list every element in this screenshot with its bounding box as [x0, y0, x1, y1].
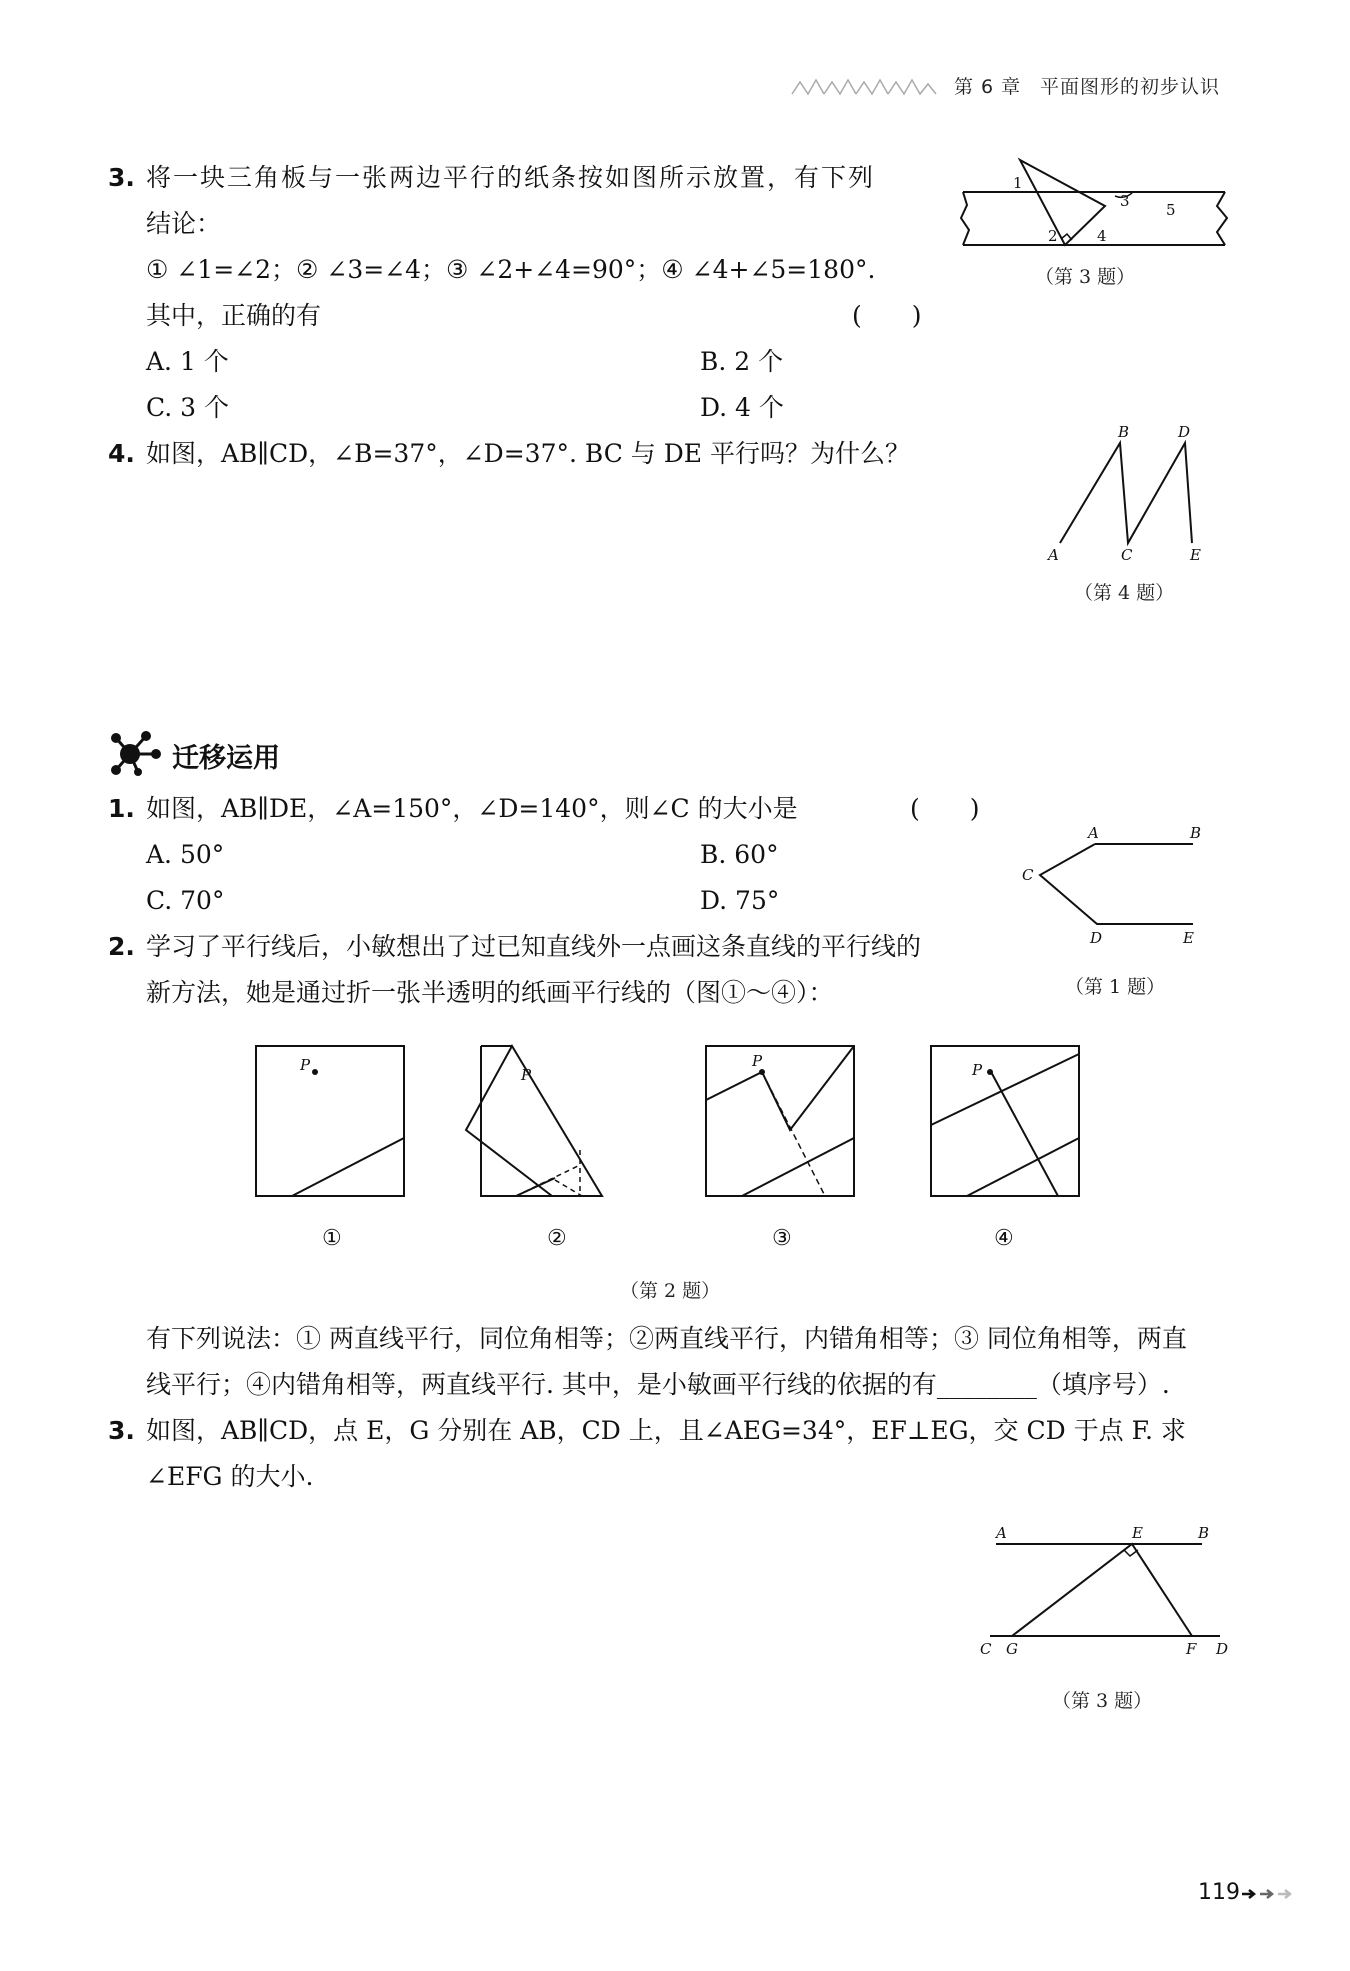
p2-q1-option-a: A. 50° [146, 840, 225, 869]
q4-figure [1040, 425, 1220, 565]
p2-q3-number: 3. [108, 1416, 135, 1445]
q4-number: 4. [108, 439, 135, 468]
p2-q3-line1: 如图，AB∥CD，点 E，G 分别在 AB，CD 上，且∠AEG=34°，EF⊥EG，交 CD 于点 F. 求 [146, 1416, 1186, 1445]
p2-q1-fig-label-d: D [1090, 929, 1103, 947]
fold-figure-3 [706, 1046, 854, 1196]
p2-q2-line3: 有下列说法：① 两直线平行，同位角相等；②两直线平行，内错角相等；③ 同位角相等，两直 [146, 1324, 1187, 1353]
q3-fig-label-3: 3 [1120, 192, 1130, 210]
q3-option-b: B. 2 个 [700, 347, 784, 376]
q3-number: 3. [108, 163, 135, 192]
p2-q1-fig-label-b: B [1190, 824, 1202, 842]
q3-option-c: C. 3 个 [146, 393, 229, 422]
p2-q2-fold-figures [250, 1030, 1100, 1260]
fold-fig1-point-label: P [300, 1056, 311, 1074]
header-mountain-decoration [790, 74, 940, 96]
fold-figure-4 [931, 1046, 1079, 1196]
p2-q3-fig-label-a: A [996, 1524, 1007, 1542]
p2-q1-fig-label-c: C [1022, 866, 1034, 884]
p2-q1-caption: （第 1 题） [1065, 976, 1166, 998]
fold-fig-label-1: ① [322, 1226, 342, 1251]
q3-line1: 将一块三角板与一张两边平行的纸条按如图所示放置，有下列 [146, 163, 876, 192]
fold-fig-label-3: ③ [772, 1226, 792, 1251]
p2-q3-figure [970, 1520, 1240, 1660]
p2-q3-fig-label-d: D [1216, 1640, 1229, 1658]
p2-q1-answer-paren: ( ) [910, 794, 980, 823]
q4-fig-label-b: B [1118, 425, 1130, 441]
p2-q3-fig-label-e: E [1132, 1524, 1143, 1542]
p2-q1-number: 1. [108, 794, 135, 823]
q4-fig-label-c: C [1121, 546, 1133, 564]
p2-q1-option-b: B. 60° [700, 840, 779, 869]
q3-figure [955, 150, 1235, 260]
p2-q1-fig-label-e: E [1183, 929, 1194, 947]
p2-q3-caption: （第 3 题） [1052, 1690, 1153, 1712]
fold-fig-label-4: ④ [994, 1226, 1014, 1251]
header-chapter: 第 6 章 [954, 76, 1022, 98]
p2-q3-fig-label-b: B [1198, 1524, 1210, 1542]
q3-line4: 其中，正确的有 [146, 301, 322, 330]
q3-fig-label-2: 2 [1048, 227, 1058, 245]
q3-option-d: D. 4 个 [700, 393, 784, 422]
page-arrows-icon [1240, 1884, 1296, 1904]
p2-q2-number: 2. [108, 932, 135, 961]
page-number: 119 [1198, 1880, 1240, 1905]
p2-q3-fig-label-f: F [1186, 1640, 1197, 1658]
header-title: 平面图形的初步认识 [1040, 76, 1221, 98]
q4-text: 如图，AB∥CD，∠B=37°，∠D=37°. BC 与 DE 平行吗？为什么？ [146, 439, 910, 468]
q3-fig-label-1: 1 [1013, 174, 1023, 192]
fold-fig-label-2: ② [547, 1226, 567, 1251]
p2-q3-fig-label-c: C [980, 1640, 992, 1658]
p2-q1-option-d: D. 75° [700, 886, 780, 915]
q3-caption: （第 3 题） [1035, 266, 1136, 288]
p2-q2-line2: 新方法，她是通过折一张半透明的纸画平行线的（图①～④）： [146, 978, 834, 1007]
q3-fig-label-5: 5 [1166, 201, 1176, 219]
q3-line3: ① ∠1=∠2；② ∠3=∠4；③ ∠2+∠4=90°；④ ∠4+∠5=180°. [146, 255, 876, 284]
p2-q1-option-c: C. 70° [146, 886, 225, 915]
fold-fig3-point-label: P [752, 1052, 763, 1070]
q4-caption: （第 4 题） [1074, 582, 1175, 604]
p2-q2-caption: （第 2 题） [620, 1280, 721, 1302]
section-title: 迁移运用 [172, 743, 280, 774]
fold-figure-2 [466, 1046, 602, 1196]
q4-fig-label-d: D [1178, 425, 1191, 441]
p2-q2-line1: 学习了平行线后，小敏想出了过已知直线外一点画这条直线的平行线的 [146, 932, 922, 961]
p2-q2-line4: 线平行；④内错角相等，两直线平行. 其中，是小敏画平行线的依据的有________（填序号）. [146, 1370, 1170, 1399]
fold-fig2-point-label: P [521, 1066, 532, 1084]
fold-figure-1 [256, 1046, 404, 1196]
p2-q3-line2: ∠EFG 的大小. [146, 1462, 314, 1491]
p2-q1-fig-label-a: A [1088, 824, 1099, 842]
q3-option-a: A. 1 个 [146, 347, 229, 376]
section-molecule-icon [108, 728, 164, 778]
fold-fig4-point-label: P [972, 1061, 983, 1079]
p2-q3-fig-label-g: G [1006, 1640, 1018, 1658]
p2-q1-figure [1015, 820, 1235, 950]
q3-fig-label-4: 4 [1097, 227, 1107, 245]
q3-line2: 结论： [146, 209, 222, 238]
q4-fig-label-a: A [1048, 546, 1059, 564]
p2-q1-text: 如图，AB∥DE，∠A=150°，∠D=140°，则∠C 的大小是 [146, 794, 798, 823]
q4-fig-label-e: E [1190, 546, 1201, 564]
q3-answer-paren: ( ) [852, 301, 922, 330]
